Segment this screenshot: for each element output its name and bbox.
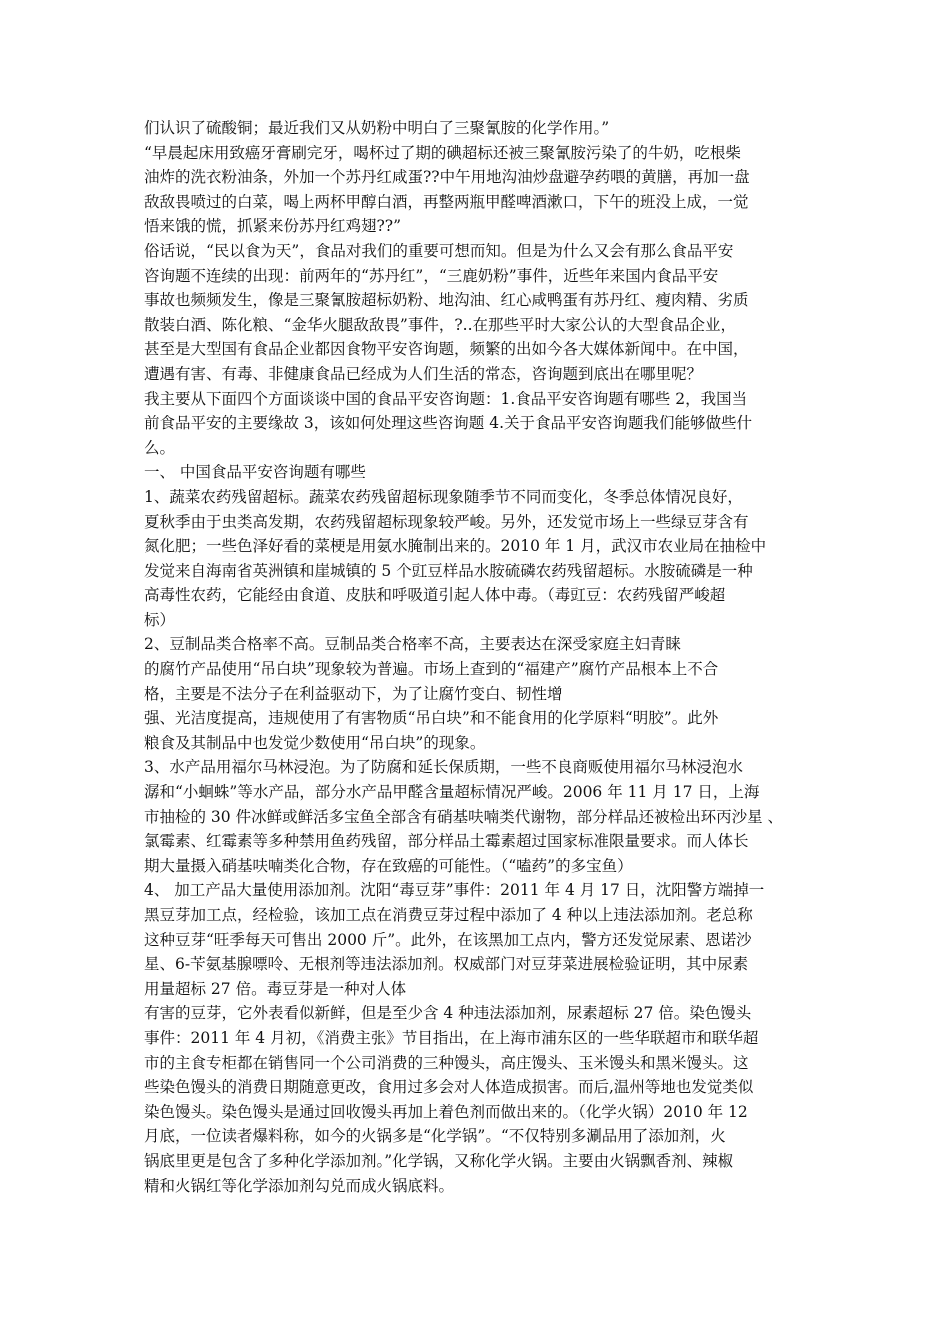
text-line: 月底，一位读者爆料称，如今的火锅多是“化学锅”。“不仅特别多涮品用了添加剂，火 bbox=[144, 1127, 726, 1146]
text-line: 星、6-苄氨基腺嘌呤、无根剂等违法添加剂。权威部门对豆芽菜进展检验证明，其中尿素 bbox=[144, 955, 749, 974]
text-line: 高毒性农药，它能经由食道、皮肤和呼吸道引起人体中毒。（毒豇豆：农药残留严峻超 bbox=[144, 586, 726, 605]
text-line: 强、光洁度提高，违规使用了有害物质“吊白块”和不能食用的化学原料“明胶”。此外 bbox=[144, 709, 719, 728]
text-line: 些染色馒头的消费日期随意更改，食用过多会对人体造成损害。而后,温州等地也发觉类似 bbox=[144, 1078, 754, 1097]
text-line: 这种豆芽“旺季每天可售出 2000 斤”。此外，在该黑加工点内，警方还发觉尿素、恩诺沙 bbox=[144, 930, 752, 949]
text-line: 氮化肥；一些色泽好看的菜梗是用氨水腌制出来的。2010 年 1 月，武汉市农业局在抽检中 bbox=[144, 537, 767, 556]
text-line: 有害的豆芽，它外表看似新鲜，但是至少含 4 种违法添加剂，尿素超标 27 倍。染色馒头 bbox=[144, 1004, 752, 1023]
text-line: 我主要从下面四个方面谈谈中国的食品平安咨询题：1.食品平安咨询题有哪些 2，我国当 bbox=[144, 389, 748, 408]
text-line: 粮食及其制品中也发觉少数使用“吊白块”的现象。 bbox=[144, 733, 486, 752]
text-line: 咨询题不连续的出现：前两年的“苏丹红”，“三鹿奶粉”事件，近些年来国内食品平安 bbox=[144, 266, 719, 285]
text-line: 前食品平安的主要缘故 3，该如何处理这些咨询题 4.关于食品平安咨询题我们能够做些什 bbox=[144, 414, 753, 433]
text-line: 锅底里更是包含了多种化学添加剂。”化学锅，又称化学火锅。主要由火锅飘香剂、辣椒 bbox=[144, 1151, 734, 1170]
text-line: 氯霉素、红霉素等多种禁用鱼药残留，部分样品土霉素超过国家标准限量要求。而人体长 bbox=[144, 832, 749, 851]
text-line: 么。 bbox=[144, 438, 176, 457]
text-line: 市抽检的 30 件冰鲜或鲜活多宝鱼全部含有硝基呋喃类代谢物，部分样品还被检出环丙沙星 、 bbox=[144, 807, 784, 826]
text-line: 精和火锅红等化学添加剂勾兑而成火锅底料。 bbox=[144, 1176, 455, 1195]
text-line: 3、水产品用福尔马林浸泡。为了防腐和延长保质期，一些不良商贩使用福尔马林浸泡水 bbox=[144, 758, 743, 777]
text-line: 俗话说，“民以食为天”，食品对我们的重要可想而知。但是为什么又会有那么食品平安 bbox=[144, 241, 734, 260]
text-line: 的腐竹产品使用“吊白块”现象较为普遍。市场上查到的“福建产”腐竹产品根本上不合 bbox=[144, 660, 719, 679]
text-line: 潺和“小蛔蛛”等水产品，部分水产品甲醛含量超标情况严峻。2006 年 11 月 17 日，上海 bbox=[144, 783, 760, 802]
text-line: 2、豆制品类合格率不高。豆制品类合格率不高，主要表达在深受家庭主妇青睐 bbox=[144, 635, 681, 654]
text-line: 悟来饿的慌，抓紧来份苏丹红鸡翅??” bbox=[144, 217, 402, 236]
text-line: 散装白酒、陈化粮、“金华火腿敌敌畏”事件，?..在那些平时大家公认的大型食品企业， bbox=[144, 315, 737, 334]
text-line: 用量超标 27 倍。毒豆芽是一种对人体 bbox=[144, 979, 407, 998]
text-line: “早晨起床用致癌牙膏刷完牙，喝杯过了期的碘超标还被三聚氰胺污染了的牛奶，吃根柴 bbox=[144, 143, 741, 162]
text-line: 发觉来自海南省英洲镇和崖城镇的 5 个豇豆样品水胺硫磷农药残留超标。水胺硫磷是一种 bbox=[144, 561, 753, 580]
text-line: 事件：2011 年 4 月初，《消费主张》节目指出，在上海市浦东区的一些华联超市和联华超 bbox=[144, 1028, 759, 1047]
text-line: 事故也频频发生，像是三聚氰胺超标奶粉、地沟油、红心咸鸭蛋有苏丹红、瘦肉精、劣质 bbox=[144, 291, 749, 310]
text-line: 4、 加工产品大量使用添加剂。沈阳“毒豆芽”事件：2011 年 4 月 17 日，沈阳警方端掉一 bbox=[144, 881, 765, 900]
text-line: 染色馒头。染色馒头是通过回收馒头再加上着色剂而做出来的。（化学火锅）2010 年 12 bbox=[144, 1102, 748, 1121]
text-line: 1、蔬菜农药残留超标。蔬菜农药残留超标现象随季节不同而变化，冬季总体情况良好， bbox=[144, 487, 743, 506]
text-line: 黑豆芽加工点，经检验，该加工点在消费豆芽过程中添加了 4 种以上违法添加剂。老总称 bbox=[144, 906, 753, 924]
text-line: 标） bbox=[144, 610, 176, 629]
document-page bbox=[144, 116, 814, 1198]
text-line: 甚至是大型国有食品企业都因食物平安咨询题，频繁的出如今各大媒体新闻中。在中国， bbox=[144, 340, 749, 359]
text-line: 期大量摄入硝基呋喃类化合物，存在致癌的可能性。（“嗑药”的多宝鱼） bbox=[144, 856, 633, 875]
text-line: 们认识了硫酸铜；最近我们又从奶粉中明白了三聚氰胺的化学作用。” bbox=[144, 119, 610, 137]
text-line: 格，主要是不法分子在利益驱动下，为了让腐竹变白、韧性增 bbox=[144, 684, 563, 703]
text-line: 市的主食专柜都在销售同一个公司消费的三种馒头，高庄馒头、玉米馒头和黑米馒头。这 bbox=[144, 1053, 749, 1072]
text-line: 敌敌畏喷过的白菜，喝上两杯甲醇白酒，再整两瓶甲醛啤酒漱口，下午的班没上成，一觉 bbox=[144, 192, 749, 211]
text-line: 夏秋季由于虫类高发期，农药残留超标现象较严峻。另外，还发觉市场上一些绿豆芽含有 bbox=[144, 512, 749, 531]
text-line: 遭遇有害、有毒、非健康食品已经成为人们生活的常态，咨询题到底出在哪里呢？ bbox=[144, 364, 703, 383]
text-line: 油炸的洗衣粉油条，外加一个苏丹红咸蛋??中午用地沟油炒盘避孕药喂的黄膳，再加一盘 bbox=[144, 168, 750, 187]
text-line: 一、 中国食品平安咨询题有哪些 bbox=[144, 463, 366, 482]
